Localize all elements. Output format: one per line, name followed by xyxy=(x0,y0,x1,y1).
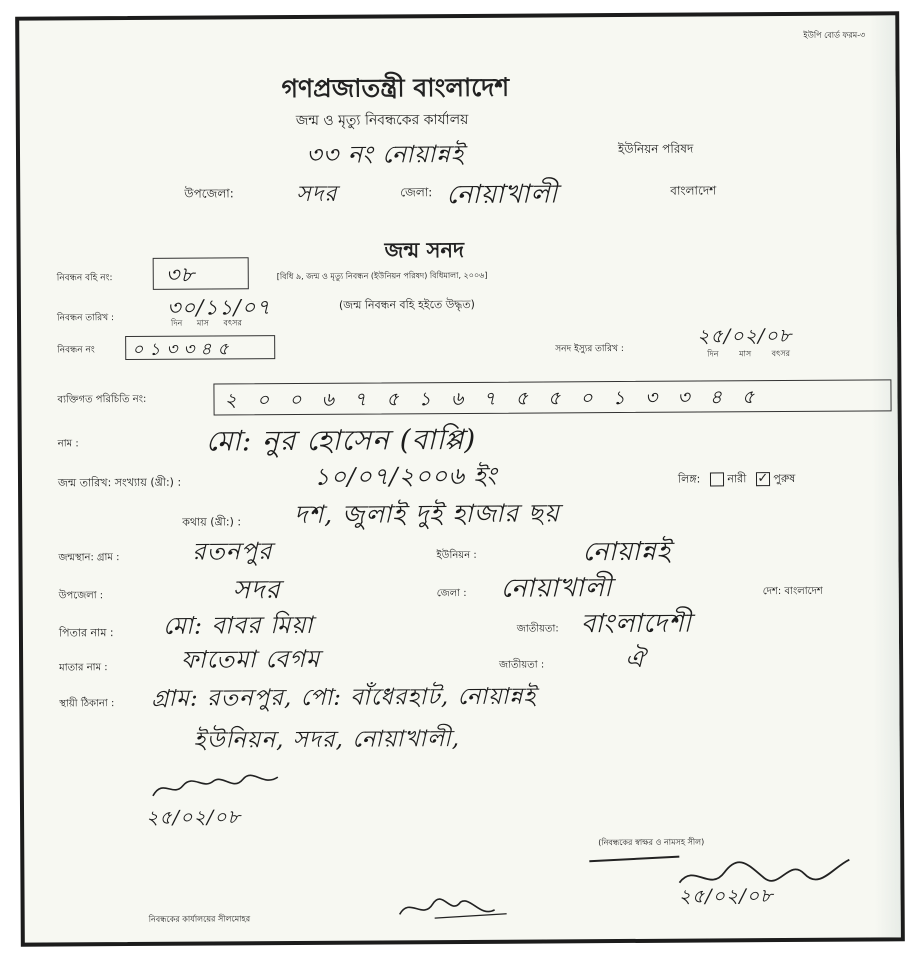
dob-words-label: কথায় (খ্রী:) : xyxy=(182,515,242,529)
birthplace-union-value: নোয়ান্নই xyxy=(582,536,672,568)
registrar-date: ২৫/০২/০৮ xyxy=(678,885,774,908)
reg-date-subcaption: দিন মাস বৎসর xyxy=(171,318,242,328)
mother-name-value: ফাতেমা বেগম xyxy=(181,644,321,674)
gender-row xyxy=(678,470,795,490)
female-label: নারী xyxy=(727,472,747,486)
bp-district-label: জেলা : xyxy=(436,587,467,600)
mother-name-label: মাতার নাম : xyxy=(59,662,108,674)
name-label: নাম : xyxy=(57,438,79,450)
bp-country-label: দেশ: বাংলাদেশ xyxy=(762,585,823,598)
personal-id-value: ২০০৬৭৫১৬৭৫৫০১৩৩৪৫ xyxy=(224,386,775,412)
reg-no-label: নিবন্ধন নং xyxy=(57,345,95,356)
bp-district-value: নোয়াখালী xyxy=(500,573,613,604)
left-signature-date: ২৫/০২/০৮ xyxy=(145,806,242,829)
birthplace-village: রতনপুর xyxy=(192,537,273,566)
registrar-caption: (নিবন্ধকের স্বাক্ষর ও নামসহ সীল) xyxy=(598,837,705,848)
seal-label: নিবন্ধকের কার্যালয়ের সীলমোহর xyxy=(148,914,251,924)
reg-no-box xyxy=(125,335,275,360)
mother-nationality-label: জাতীয়তা : xyxy=(499,659,545,671)
male-checkbox[interactable]: ✓ xyxy=(757,471,769,487)
address-label: স্থায়ী ঠিকানা : xyxy=(59,698,115,710)
issue-date-subcaption: দিন মাস বৎসর xyxy=(707,348,791,359)
upazila-value: সদর xyxy=(296,181,338,207)
father-nationality-label: জাতীয়তা: xyxy=(516,623,559,635)
father-name-value: মো: বাবর মিয়া xyxy=(162,610,314,640)
district-value: নোয়াখালী xyxy=(446,179,559,211)
district-label: জেলা: xyxy=(400,185,433,200)
bp-upazila-value: সদর xyxy=(232,575,281,606)
father-nationality-value: বাংলাদেশী xyxy=(580,608,693,640)
country-title: গণপ্রজাতন্ত্রী বাংলাদেশ xyxy=(281,72,510,104)
gender-label: লিঙ্গ: xyxy=(677,472,701,486)
book-no-box xyxy=(153,257,249,290)
union-name-handwritten: ৩৩ নং নোয়ান্নই xyxy=(305,139,465,169)
country-value: বাংলাদেশ xyxy=(670,183,717,198)
birthplace-union-label: ইউনিয়ন : xyxy=(436,549,477,562)
office-title: জন্ম ও মৃত্যু নিবন্ধকের কার্যালয় xyxy=(295,111,469,129)
birthplace-label: জন্মস্থান: গ্রাম : xyxy=(58,552,120,564)
personal-id-label: ব্যক্তিগত পরিচিতি নং: xyxy=(57,393,147,406)
middle-signature xyxy=(394,888,514,929)
male-label: পুরুষ xyxy=(773,471,796,486)
bp-upazila-label: উপজেলা : xyxy=(58,590,104,602)
union-parishad-label: ইউনিয়ন পরিষদ xyxy=(617,141,694,157)
dob-words-value: দশ, জুলাই দুই হাজার ছয় xyxy=(294,498,560,530)
reg-date-value: ৩০/১১/০৭ xyxy=(166,295,272,320)
reg-no-value: ০১৩৩৪৫ xyxy=(132,339,235,360)
name-value: মো: নুর হোসেন (বাপ্পি) xyxy=(205,422,477,458)
personal-id-box xyxy=(213,379,891,415)
issue-date-value: ২৫/০২/০৮ xyxy=(697,324,793,348)
book-no-label: নিবন্ধন বহি নং: xyxy=(56,273,113,284)
dob-label: জন্ম তারিখ: সংখ্যায় (খ্রী:) : xyxy=(57,475,182,490)
reg-date-label: নিবন্ধন তারিখ : xyxy=(56,313,115,324)
rule-reference: [বিধি ৯, জন্ম ও মৃত্যু নিবন্ধন (ইউনিয়ন পরিষদ) বিধিমালা, ২০০৬] xyxy=(276,270,488,282)
book-no-value: ৩৮ xyxy=(165,262,196,287)
left-signature xyxy=(148,767,288,808)
mother-nationality-value: ঐ xyxy=(625,644,646,673)
certificate-title: জন্ম সনদ xyxy=(384,237,465,263)
issue-date-label: সনদ ইস্যুর তারিখ : xyxy=(555,343,624,355)
birth-certificate-document xyxy=(15,11,905,946)
address-line-2: ইউনিয়ন, সদর, নোয়াখালী, xyxy=(193,726,461,754)
address-line-1: গ্রাম: রতনপুর, পো: বাঁধেরহাট, নোয়ান্নই xyxy=(151,683,537,712)
female-checkbox[interactable] xyxy=(710,472,724,486)
upazila-label: উপজেলা: xyxy=(184,186,234,201)
extract-note: (জন্ম নিবন্ধন বহি হইতে উদ্ধৃত) xyxy=(338,297,475,312)
form-number: ইউপি বোর্ড ফরম-৩ xyxy=(803,30,866,40)
father-name-label: পিতার নাম : xyxy=(58,626,114,640)
dob-value: ১০/০৭/২০০৬ ইং xyxy=(313,461,498,491)
